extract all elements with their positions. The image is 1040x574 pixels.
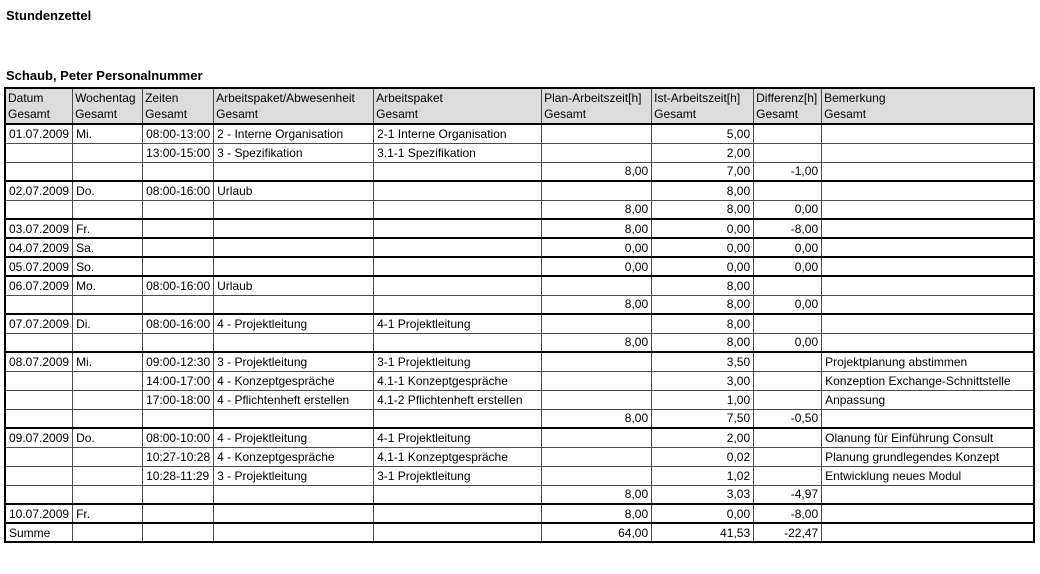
cell-zeiten: 08:00-16:00 xyxy=(143,314,214,333)
cell-diff xyxy=(754,181,822,200)
cell-zeiten: 10:28-11:29 xyxy=(143,466,214,485)
cell-datum xyxy=(5,390,73,409)
cell-datum xyxy=(5,371,73,390)
cell-wochentag: Do. xyxy=(73,428,143,447)
table-row xyxy=(5,504,1034,523)
cell-datum xyxy=(5,409,73,428)
cell-plan: 8,00 xyxy=(542,504,652,523)
cell-diff xyxy=(754,447,822,466)
column-header-sublabel: Gesamt xyxy=(8,107,51,121)
cell-datum: 06.07.2009 xyxy=(5,276,73,295)
cell-plan xyxy=(542,276,652,295)
cell-zeiten xyxy=(143,257,214,276)
cell-arbeitspaket xyxy=(374,181,542,200)
cell-datum xyxy=(5,333,73,352)
cell-diff xyxy=(754,143,822,162)
cell-arbeitspaket xyxy=(374,238,542,257)
table-row xyxy=(5,124,1034,143)
cell-ist: 8,00 xyxy=(652,200,754,219)
table-row xyxy=(5,219,1034,238)
column-header-label: Wochentag xyxy=(75,91,136,105)
total-row xyxy=(5,523,1034,542)
cell-zeiten: 10:27-10:28 xyxy=(143,447,214,466)
cell-plan xyxy=(542,466,652,485)
cell-arbeitspaket xyxy=(374,219,542,238)
cell-diff: 0,00 xyxy=(754,295,822,314)
column-header-label: Bemerkung xyxy=(824,91,886,105)
cell-bemerkung xyxy=(822,181,1034,200)
cell-paket: 3 - Projektleitung xyxy=(214,466,374,485)
table-row xyxy=(5,143,1034,162)
cell-bemerkung: Anpassung xyxy=(822,390,1034,409)
subtotal-row xyxy=(5,485,1034,504)
cell-diff: -4,97 xyxy=(754,485,822,504)
cell-ist: 0,00 xyxy=(652,238,754,257)
cell-datum: 01.07.2009 xyxy=(5,124,73,143)
cell-bemerkung: Entwicklung neues Modul xyxy=(822,466,1034,485)
cell-zeiten: 08:00-16:00 xyxy=(143,181,214,200)
cell-paket: 4 - Konzeptgespräche xyxy=(214,447,374,466)
cell-diff: -8,00 xyxy=(754,504,822,523)
cell-bemerkung xyxy=(822,523,1034,542)
cell-bemerkung xyxy=(822,485,1034,504)
table-row xyxy=(5,466,1034,485)
cell-paket: 3 - Projektleitung xyxy=(214,352,374,371)
cell-paket: 4 - Konzeptgespräche xyxy=(214,371,374,390)
cell-zeiten: 09:00-12:30 xyxy=(143,352,214,371)
table-row xyxy=(5,447,1034,466)
table-header xyxy=(5,88,1034,124)
cell-diff: -0,50 xyxy=(754,409,822,428)
header-row xyxy=(5,88,1034,124)
column-header-ist xyxy=(652,88,754,124)
cell-wochentag xyxy=(73,200,143,219)
arbeitspaket-link[interactable]: 2-1 Interne Organisation xyxy=(374,124,542,143)
column-header-sublabel: Gesamt xyxy=(544,107,587,121)
column-header-wochentag xyxy=(73,88,143,124)
column-header-datum xyxy=(5,88,73,124)
cell-bemerkung xyxy=(822,276,1034,295)
cell-wochentag: Sa. xyxy=(73,238,143,257)
arbeitspaket-link[interactable]: 4-1 Projektleitung xyxy=(374,428,542,447)
cell-ist: 0,02 xyxy=(652,447,754,466)
subtotal-row xyxy=(5,200,1034,219)
cell-plan: 8,00 xyxy=(542,219,652,238)
cell-bemerkung xyxy=(822,314,1034,333)
cell-plan: 64,00 xyxy=(542,523,652,542)
cell-zeiten: 08:00-10:00 xyxy=(143,428,214,447)
cell-zeiten: 08:00-16:00 xyxy=(143,276,214,295)
cell-paket: 4 - Projektleitung xyxy=(214,428,374,447)
cell-ist: 2,00 xyxy=(652,143,754,162)
cell-zeiten xyxy=(143,200,214,219)
cell-wochentag: Do. xyxy=(73,181,143,200)
cell-paket: 3 - Spezifikation xyxy=(214,143,374,162)
cell-bemerkung xyxy=(822,295,1034,314)
arbeitspaket-link[interactable]: 3-1 Projektleitung xyxy=(374,466,542,485)
cell-wochentag xyxy=(73,295,143,314)
column-header-sublabel: Gesamt xyxy=(216,107,259,121)
cell-plan xyxy=(542,371,652,390)
arbeitspaket-link[interactable]: 4-1 Projektleitung xyxy=(374,314,542,333)
cell-zeiten: 08:00-13:00 xyxy=(143,124,214,143)
cell-ist: 8,00 xyxy=(652,333,754,352)
arbeitspaket-link[interactable]: 4.1-1 Konzeptgespräche xyxy=(374,371,542,390)
table-row xyxy=(5,371,1034,390)
column-header-sublabel: Gesamt xyxy=(145,107,188,121)
column-header-arbeitspaket xyxy=(374,88,542,124)
cell-datum xyxy=(5,295,73,314)
table-row xyxy=(5,181,1034,200)
arbeitspaket-link[interactable]: 4.1-2 Pflichtenheft erstellen xyxy=(374,390,542,409)
column-header-label: Ist-Arbeitszeit[h] xyxy=(654,91,741,105)
cell-diff: -22,47 xyxy=(754,523,822,542)
cell-datum: 07.07.2009 xyxy=(5,314,73,333)
timesheet-table xyxy=(4,87,1035,543)
subtotal-row xyxy=(5,409,1034,428)
cell-zeiten xyxy=(143,295,214,314)
cell-arbeitspaket xyxy=(374,257,542,276)
cell-datum: 03.07.2009 xyxy=(5,219,73,238)
cell-plan: 8,00 xyxy=(542,485,652,504)
cell-arbeitspaket xyxy=(374,162,542,181)
column-header-bemerkung xyxy=(822,88,1034,124)
cell-wochentag: Mi. xyxy=(73,352,143,371)
cell-paket: 4 - Pflichtenheft erstellen xyxy=(214,390,374,409)
table-row xyxy=(5,428,1034,447)
page-title: Stundenzettel xyxy=(6,8,92,23)
table-row xyxy=(5,352,1034,371)
table-row xyxy=(5,276,1034,295)
cell-wochentag xyxy=(73,143,143,162)
table-row xyxy=(5,390,1034,409)
cell-datum: 09.07.2009 xyxy=(5,428,73,447)
cell-bemerkung xyxy=(822,333,1034,352)
cell-plan xyxy=(542,447,652,466)
cell-ist: 8,00 xyxy=(652,276,754,295)
cell-paket xyxy=(214,257,374,276)
cell-diff xyxy=(754,371,822,390)
cell-bemerkung xyxy=(822,238,1034,257)
cell-paket: 4 - Projektleitung xyxy=(214,314,374,333)
column-header-label: Arbeitspaket/Abwesenheit xyxy=(216,91,355,105)
column-header-label: Plan-Arbeitszeit[h] xyxy=(544,91,642,105)
cell-diff xyxy=(754,124,822,143)
cell-datum: 08.07.2009 xyxy=(5,352,73,371)
cell-paket xyxy=(214,485,374,504)
cell-plan: 8,00 xyxy=(542,333,652,352)
cell-paket xyxy=(214,200,374,219)
cell-wochentag xyxy=(73,409,143,428)
subtotal-row xyxy=(5,162,1034,181)
cell-arbeitspaket xyxy=(374,333,542,352)
cell-paket: Urlaub xyxy=(214,181,374,200)
cell-diff: 0,00 xyxy=(754,257,822,276)
cell-diff: -1,00 xyxy=(754,162,822,181)
cell-diff xyxy=(754,314,822,333)
cell-zeiten xyxy=(143,238,214,257)
cell-plan: 0,00 xyxy=(542,257,652,276)
cell-bemerkung: Konzeption Exchange-Schnittstelle xyxy=(822,371,1034,390)
cell-paket xyxy=(214,295,374,314)
cell-plan xyxy=(542,390,652,409)
cell-plan: 8,00 xyxy=(542,200,652,219)
cell-diff xyxy=(754,428,822,447)
cell-datum: 02.07.2009 xyxy=(5,181,73,200)
column-header-plan xyxy=(542,88,652,124)
cell-bemerkung xyxy=(822,143,1034,162)
cell-zeiten xyxy=(143,485,214,504)
cell-ist: 7,50 xyxy=(652,409,754,428)
column-header-label: Arbeitspaket xyxy=(376,91,443,105)
cell-plan: 8,00 xyxy=(542,162,652,181)
cell-ist: 3,03 xyxy=(652,485,754,504)
cell-datum: 04.07.2009 xyxy=(5,238,73,257)
cell-zeiten xyxy=(143,409,214,428)
cell-ist: 3,50 xyxy=(652,352,754,371)
cell-paket xyxy=(214,504,374,523)
subtotal-row xyxy=(5,295,1034,314)
cell-wochentag xyxy=(73,485,143,504)
cell-paket xyxy=(214,409,374,428)
cell-ist: 8,00 xyxy=(652,181,754,200)
cell-zeiten: 13:00-15:00 xyxy=(143,143,214,162)
column-header-sublabel: Gesamt xyxy=(376,107,419,121)
cell-ist: 3,00 xyxy=(652,371,754,390)
table-body xyxy=(5,124,1034,542)
cell-ist: 0,00 xyxy=(652,257,754,276)
table-row xyxy=(5,238,1034,257)
cell-ist: 8,00 xyxy=(652,295,754,314)
column-header-label: Differenz[h] xyxy=(756,91,818,105)
cell-datum: Summe xyxy=(5,523,73,542)
cell-plan xyxy=(542,124,652,143)
cell-zeiten xyxy=(143,219,214,238)
cell-wochentag: Mi. xyxy=(73,124,143,143)
cell-ist: 7,00 xyxy=(652,162,754,181)
cell-zeiten: 14:00-17:00 xyxy=(143,371,214,390)
cell-bemerkung: Planung grundlegendes Konzept xyxy=(822,447,1034,466)
cell-paket: 2 - Interne Organisation xyxy=(214,124,374,143)
column-header-label: Datum xyxy=(8,91,44,105)
cell-arbeitspaket xyxy=(374,504,542,523)
cell-paket xyxy=(214,523,374,542)
cell-arbeitspaket xyxy=(374,409,542,428)
cell-ist: 0,00 xyxy=(652,504,754,523)
cell-plan: 8,00 xyxy=(542,295,652,314)
cell-bemerkung xyxy=(822,162,1034,181)
cell-wochentag xyxy=(73,390,143,409)
column-header-sublabel: Gesamt xyxy=(756,107,799,121)
cell-plan xyxy=(542,181,652,200)
cell-wochentag xyxy=(73,523,143,542)
cell-zeiten xyxy=(143,162,214,181)
cell-wochentag xyxy=(73,466,143,485)
cell-plan: 0,00 xyxy=(542,238,652,257)
cell-datum xyxy=(5,485,73,504)
cell-wochentag: So. xyxy=(73,257,143,276)
arbeitspaket-link[interactable]: 4.1-1 Konzeptgespräche xyxy=(374,447,542,466)
column-header-sublabel: Gesamt xyxy=(824,107,867,121)
cell-ist: 1,02 xyxy=(652,466,754,485)
cell-diff xyxy=(754,390,822,409)
cell-plan xyxy=(542,143,652,162)
cell-arbeitspaket xyxy=(374,523,542,542)
cell-plan xyxy=(542,428,652,447)
cell-bemerkung xyxy=(822,124,1034,143)
cell-wochentag xyxy=(73,333,143,352)
cell-diff xyxy=(754,466,822,485)
cell-bemerkung xyxy=(822,504,1034,523)
cell-wochentag xyxy=(73,371,143,390)
cell-diff: 0,00 xyxy=(754,333,822,352)
column-header-zeiten xyxy=(143,88,214,124)
cell-ist: 8,00 xyxy=(652,314,754,333)
cell-paket xyxy=(214,162,374,181)
cell-bemerkung xyxy=(822,257,1034,276)
cell-datum xyxy=(5,162,73,181)
cell-bemerkung xyxy=(822,409,1034,428)
cell-diff: 0,00 xyxy=(754,200,822,219)
cell-diff xyxy=(754,276,822,295)
cell-datum xyxy=(5,143,73,162)
cell-ist: 0,00 xyxy=(652,219,754,238)
cell-plan: 8,00 xyxy=(542,409,652,428)
table-row xyxy=(5,314,1034,333)
arbeitspaket-link[interactable]: 3.1-1 Spezifikation xyxy=(374,143,542,162)
cell-wochentag xyxy=(73,162,143,181)
cell-paket xyxy=(214,238,374,257)
cell-wochentag: Di. xyxy=(73,314,143,333)
cell-zeiten xyxy=(143,523,214,542)
cell-paket xyxy=(214,333,374,352)
cell-zeiten xyxy=(143,504,214,523)
cell-arbeitspaket xyxy=(374,200,542,219)
column-header-diff xyxy=(754,88,822,124)
cell-zeiten xyxy=(143,333,214,352)
cell-zeiten: 17:00-18:00 xyxy=(143,390,214,409)
cell-wochentag: Mo. xyxy=(73,276,143,295)
employee-name: Schaub, Peter Personalnummer xyxy=(6,68,203,83)
cell-bemerkung: Olanung für Einführung Consult xyxy=(822,428,1034,447)
cell-arbeitspaket xyxy=(374,485,542,504)
cell-plan xyxy=(542,314,652,333)
cell-ist: 2,00 xyxy=(652,428,754,447)
cell-datum: 10.07.2009 xyxy=(5,504,73,523)
cell-wochentag: Fr. xyxy=(73,219,143,238)
cell-datum xyxy=(5,200,73,219)
cell-plan xyxy=(542,352,652,371)
cell-paket xyxy=(214,219,374,238)
cell-datum xyxy=(5,447,73,466)
cell-bemerkung xyxy=(822,200,1034,219)
cell-datum xyxy=(5,466,73,485)
column-header-label: Zeiten xyxy=(145,91,179,105)
cell-diff: -8,00 xyxy=(754,219,822,238)
cell-ist: 41,53 xyxy=(652,523,754,542)
table-row xyxy=(5,257,1034,276)
cell-ist: 1,00 xyxy=(652,390,754,409)
cell-arbeitspaket xyxy=(374,295,542,314)
column-header-sublabel: Gesamt xyxy=(654,107,697,121)
cell-diff xyxy=(754,352,822,371)
cell-ist: 5,00 xyxy=(652,124,754,143)
cell-bemerkung: Projektplanung abstimmen xyxy=(822,352,1034,371)
column-header-sublabel: Gesamt xyxy=(75,107,118,121)
cell-wochentag: Fr. xyxy=(73,504,143,523)
cell-arbeitspaket xyxy=(374,276,542,295)
cell-diff: 0,00 xyxy=(754,238,822,257)
subtotal-row xyxy=(5,333,1034,352)
cell-paket: Urlaub xyxy=(214,276,374,295)
cell-wochentag xyxy=(73,447,143,466)
column-header-paket xyxy=(214,88,374,124)
arbeitspaket-link[interactable]: 3-1 Projektleitung xyxy=(374,352,542,371)
cell-bemerkung xyxy=(822,219,1034,238)
cell-datum: 05.07.2009 xyxy=(5,257,73,276)
